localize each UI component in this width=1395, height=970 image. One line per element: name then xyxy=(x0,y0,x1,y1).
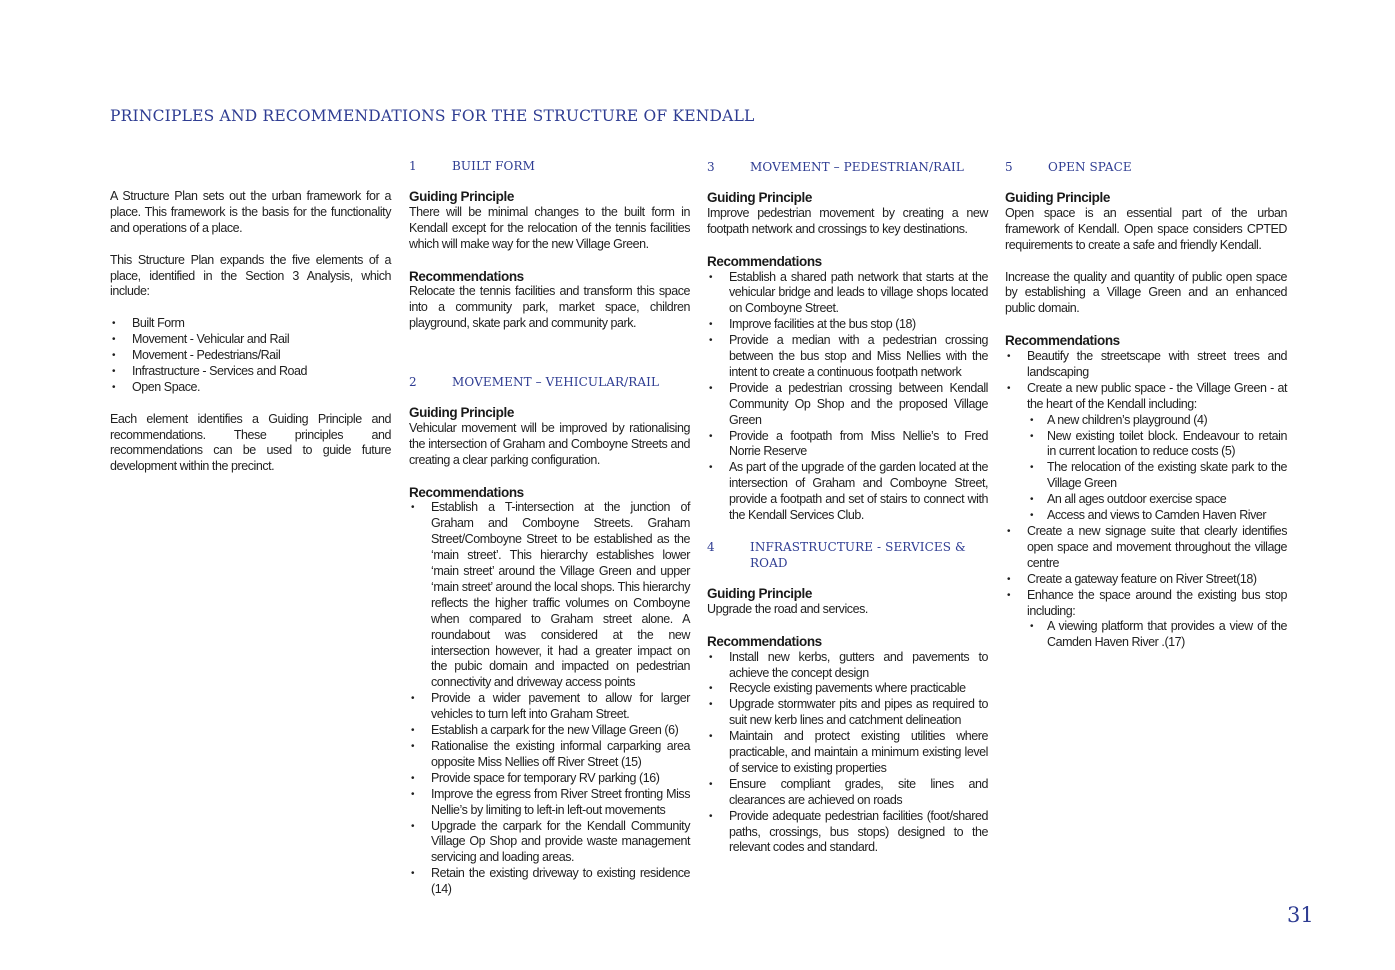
section-number: 3 xyxy=(707,160,715,174)
intro-column xyxy=(110,189,391,475)
list-item: • Beautify the streetscape with street trees and landscaping xyxy=(1027,349,1287,381)
section-number: 1 xyxy=(409,159,417,173)
section-open-space xyxy=(1005,159,1287,651)
sub-list-item: • A viewing platform that provides a view of the Camden Haven River .(17) xyxy=(1047,619,1287,651)
guiding-principle-heading: Guiding Principle xyxy=(707,190,812,205)
recommendations-heading: Recommendations xyxy=(409,268,524,284)
guiding-principle-text: Upgrade the road and services. xyxy=(707,601,868,616)
section-number: 5 xyxy=(1005,160,1013,174)
list-item: • Provide a footpath from Miss Nellie’s to Fred Norrie Reserve xyxy=(729,429,988,461)
intro-paragraph-3: Each element identifies a Guiding Principle and recommendations. These principles and recommendations can be used to guide future development within the precinct. xyxy=(110,411,391,474)
list-item-text: Enhance the space around the existing bus stop including: xyxy=(1027,587,1287,618)
recommendations-heading: Recommendations xyxy=(707,253,822,269)
list-item: • Improve the egress from River Street fronting Miss Nellie’s by limiting to left-in left-out movements xyxy=(431,787,690,819)
list-item xyxy=(1027,588,1287,652)
recommendations-list xyxy=(1005,349,1287,651)
list-item: • Recycle existing pavements where practicable xyxy=(729,681,988,697)
recommendations-heading: Recommendations xyxy=(409,484,524,500)
elements-list xyxy=(110,316,391,396)
list-item: • Provide adequate pedestrian facilities (foot/shared paths, crossings, bus stops) designed to the relevant codes and standard. xyxy=(729,809,988,857)
section-title: MOVEMENT – VEHICULAR/RAIL xyxy=(452,375,660,389)
list-item: • Rationalise the existing informal carparking area opposite Miss Nellies off River Street (15) xyxy=(431,739,690,771)
section-heading xyxy=(409,158,690,174)
guiding-principle-text: There will be minimal changes to the built form in Kendall except for the relocation of the tennis facilities which will make way for the new Village Green. xyxy=(409,204,690,251)
list-item: • Provide a median with a pedestrian crossing between the bus stop and Miss Nellies with the intent to create a continuous footpath network xyxy=(729,333,988,381)
guiding-principle-heading: Guiding Principle xyxy=(1005,190,1110,205)
section-title: BUILT FORM xyxy=(452,159,535,173)
list-item: • Open Space. xyxy=(132,380,391,396)
list-item: • Maintain and protect existing utilities where practicable, and maintain a minimum existing level of service to existing properties xyxy=(729,729,988,777)
section-title: INFRASTRUCTURE - SERVICES & ROAD xyxy=(750,540,966,570)
section-infrastructure xyxy=(707,539,988,856)
section-title: MOVEMENT – PEDESTRIAN/RAIL xyxy=(750,160,964,174)
guiding-principle-heading: Guiding Principle xyxy=(409,189,514,204)
list-item: • Install new kerbs, gutters and pavements to achieve the concept design xyxy=(729,650,988,682)
list-item: • Create a gateway feature on River Street(18) xyxy=(1027,572,1287,588)
guiding-principle-heading: Guiding Principle xyxy=(409,405,514,420)
list-item: • Movement - Vehicular and Rail xyxy=(132,332,391,348)
sub-list-item: • A new children’s playground (4) xyxy=(1047,413,1287,429)
recommendations-heading: Recommendations xyxy=(707,633,822,649)
section-vehicular xyxy=(409,374,690,898)
recommendations-heading: Recommendations xyxy=(1005,333,1120,349)
list-item: • Provide a pedestrian crossing between Kendall Community Op Shop and the proposed Village Green xyxy=(729,381,988,429)
section-heading xyxy=(409,374,690,390)
list-item: • Ensure compliant grades, site lines and clearances are achieved on roads xyxy=(729,777,988,809)
guiding-principle-text: Vehicular movement will be improved by rationalising the intersection of Graham and Comboyne Streets and creating a clear parking configuration. xyxy=(409,420,690,467)
section-title: OPEN SPACE xyxy=(1048,160,1132,174)
guiding-principle-text-2: Increase the quality and quantity of public open space by establishing a Village Green and an enhanced public domain. xyxy=(1005,269,1287,316)
list-item: • Upgrade stormwater pits and pipes as required to suit new kerb lines and catchment delineation xyxy=(729,697,988,729)
section-built-form xyxy=(409,158,690,332)
list-item xyxy=(1027,381,1287,524)
section-heading xyxy=(707,539,988,571)
section-heading xyxy=(707,159,988,175)
recommendations-list xyxy=(707,650,988,857)
list-item: • As part of the upgrade of the garden located at the intersection of Graham and Comboyne Street, provide a footpath and set of stairs to connect with the Kendall Services Club. xyxy=(729,460,988,524)
guiding-principle-text: Open space is an essential part of the urban framework of Kendall. Open space considers CPTED requirements to create a safe and friendly Kendall. xyxy=(1005,205,1287,252)
sub-list-item: • The relocation of the existing skate park to the Village Green xyxy=(1047,460,1287,492)
sub-list xyxy=(1027,413,1287,524)
recommendations-text: Relocate the tennis facilities and transform this space into a community park, market space, children playground, skate park and community park. xyxy=(409,284,690,331)
list-item-text: Create a new public space - the Village Green - at the heart of the Kendall including: xyxy=(1027,380,1287,411)
intro-paragraph-1: A Structure Plan sets out the urban framework for a place. This framework is the basis for the functionality and operations of a place. xyxy=(110,189,391,235)
list-item: • Establish a shared path network that starts at the vehicular bridge and leads to village shops located on Comboyne Street. xyxy=(729,270,988,318)
list-item: • Improve facilities at the bus stop (18) xyxy=(729,317,988,333)
list-item: • Provide space for temporary RV parking (16) xyxy=(431,771,690,787)
list-item: • Establish a T-intersection at the junction of Graham and Comboyne Streets. Graham Street/Comboyne Street to be established as the ‘main street’. This hierarchy establishes lower ‘main street’ around the Village Green and upper ‘main street’ around the local shops. This hierarchy reflects the higher traffic volumes on Comboyne when compared to Graham street alone. A roundabout was considered at the new intersection however, it had a greater impact on the pubic domain and impacted on pedestrian connectivity and driveway access points xyxy=(431,500,690,691)
list-item: • Provide a wider pavement to allow for larger vehicles to turn left into Graham Street. xyxy=(431,691,690,723)
list-item: • Infrastructure - Services and Road xyxy=(132,364,391,380)
page-number: 31 xyxy=(1287,903,1314,927)
recommendations-list xyxy=(707,270,988,525)
section-number: 4 xyxy=(707,540,715,554)
sub-list-item: • An all ages outdoor exercise space xyxy=(1047,492,1287,508)
section-number: 2 xyxy=(409,375,417,389)
list-item: • Upgrade the carpark for the Kendall Community Village Op Shop and provide waste management servicing and loading areas. xyxy=(431,819,690,867)
sub-list xyxy=(1027,619,1287,651)
list-item: • Establish a carpark for the new Village Green (6) xyxy=(431,723,690,739)
sub-list-item: • New existing toilet block. Endeavour to retain in current location to reduce costs (5) xyxy=(1047,429,1287,461)
page-title: PRINCIPLES AND RECOMMENDATIONS FOR THE STRUCTURE OF KENDALL xyxy=(110,107,755,125)
section-heading xyxy=(1005,159,1287,175)
list-item: • Built Form xyxy=(132,316,391,332)
list-item: • Retain the existing driveway to existing residence (14) xyxy=(431,866,690,898)
guiding-principle-text: Improve pedestrian movement by creating a new footpath network and crossings to key destinations. xyxy=(707,205,988,236)
sub-list-item: • Access and views to Camden Haven River xyxy=(1047,508,1287,524)
guiding-principle-heading: Guiding Principle xyxy=(707,586,812,601)
recommendations-list xyxy=(409,500,690,898)
intro-paragraph-2: This Structure Plan expands the five elements of a place, identified in the Section 3 Analysis, which include: xyxy=(110,252,391,299)
section-pedestrian xyxy=(707,159,988,524)
list-item: • Create a new signage suite that clearly identifies open space and movement throughout the village centre xyxy=(1027,524,1287,572)
list-item: • Movement - Pedestrians/Rail xyxy=(132,348,391,364)
